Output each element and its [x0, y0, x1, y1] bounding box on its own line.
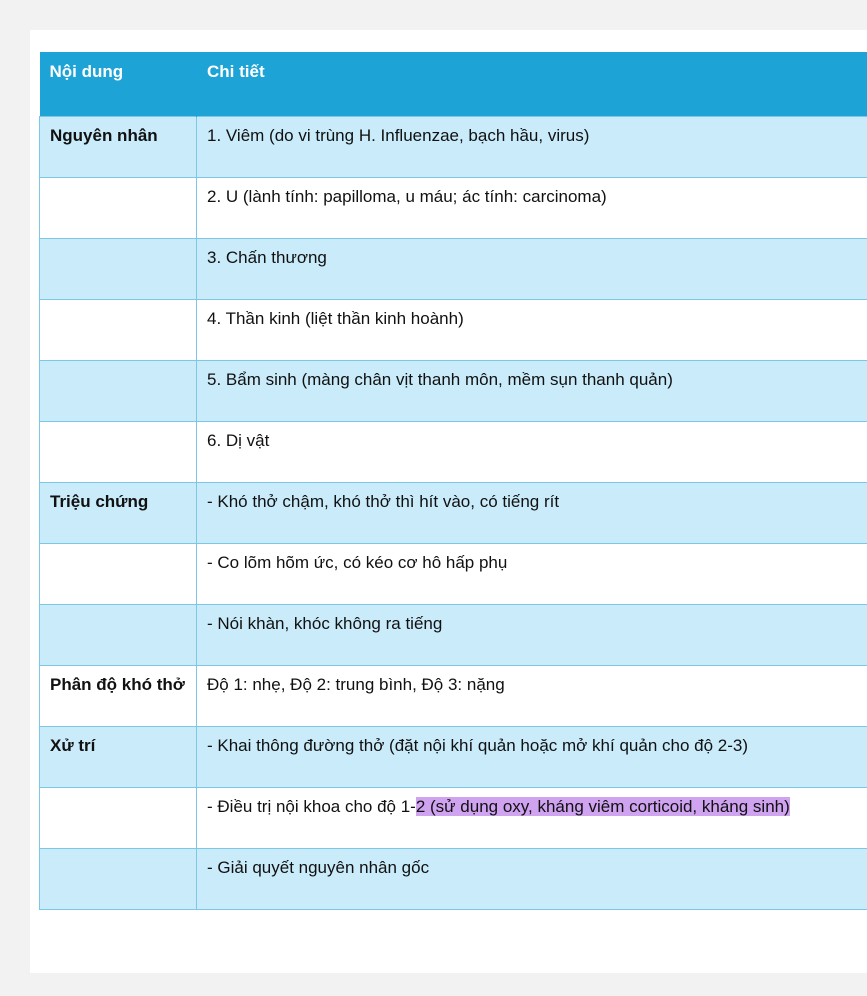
- content-table: [39, 52, 867, 910]
- row-label: [40, 421, 197, 482]
- row-label: Xử trí: [40, 726, 197, 787]
- row-detail: 3. Chấn thương: [197, 238, 867, 299]
- row-detail: 1. Viêm (do vi trùng H. Influenzae, bạch hầu, virus): [197, 116, 867, 177]
- row-detail: 6. Dị vật: [197, 421, 867, 482]
- table-row: [40, 543, 867, 604]
- table-row: [40, 238, 867, 299]
- row-label: Phân độ khó thở: [40, 665, 197, 726]
- row-detail: Độ 1: nhẹ, Độ 2: trung bình, Độ 3: nặng: [197, 665, 867, 726]
- table-header-row: [40, 52, 867, 116]
- row-detail: 2. U (lành tính: papilloma, u máu; ác tính: carcinoma): [197, 177, 867, 238]
- row-label: [40, 177, 197, 238]
- row-detail: - Khó thở chậm, khó thở thì hít vào, có tiếng rít: [197, 482, 867, 543]
- row-detail: - Khai thông đường thở (đặt nội khí quản hoặc mở khí quản cho độ 2-3): [197, 726, 867, 787]
- table-row: [40, 665, 867, 726]
- row-detail: 5. Bẩm sinh (màng chân vịt thanh môn, mềm sụn thanh quản): [197, 360, 867, 421]
- document-page: [30, 30, 867, 973]
- row-label: [40, 848, 197, 909]
- row-label: Triệu chứng: [40, 482, 197, 543]
- row-detail: [197, 787, 867, 848]
- row-detail: - Nói khàn, khóc không ra tiếng: [197, 604, 867, 665]
- row-label: [40, 787, 197, 848]
- row-label: [40, 360, 197, 421]
- row-label: [40, 238, 197, 299]
- detail-plain-text: - Điều trị nội khoa cho độ 1-: [207, 796, 416, 816]
- row-label: Nguyên nhân: [40, 116, 197, 177]
- table-row: [40, 116, 867, 177]
- row-detail: 4. Thần kinh (liệt thần kinh hoành): [197, 299, 867, 360]
- table-row: [40, 421, 867, 482]
- table-row: [40, 177, 867, 238]
- row-detail: - Giải quyết nguyên nhân gốc: [197, 848, 867, 909]
- table-row: [40, 299, 867, 360]
- highlighted-text: 2 (sử dụng oxy, kháng viêm corticoid, kháng sinh): [415, 796, 790, 816]
- table-row: [40, 726, 867, 787]
- table-row: [40, 360, 867, 421]
- table-row: [40, 482, 867, 543]
- table-row: [40, 604, 867, 665]
- row-label: [40, 604, 197, 665]
- header-content: Nội dung: [40, 52, 197, 116]
- table-row: [40, 848, 867, 909]
- row-label: [40, 299, 197, 360]
- row-label: [40, 543, 197, 604]
- header-detail: Chi tiết: [197, 52, 867, 116]
- row-detail: - Co lõm hõm ức, có kéo cơ hô hấp phụ: [197, 543, 867, 604]
- table-row: [40, 787, 867, 848]
